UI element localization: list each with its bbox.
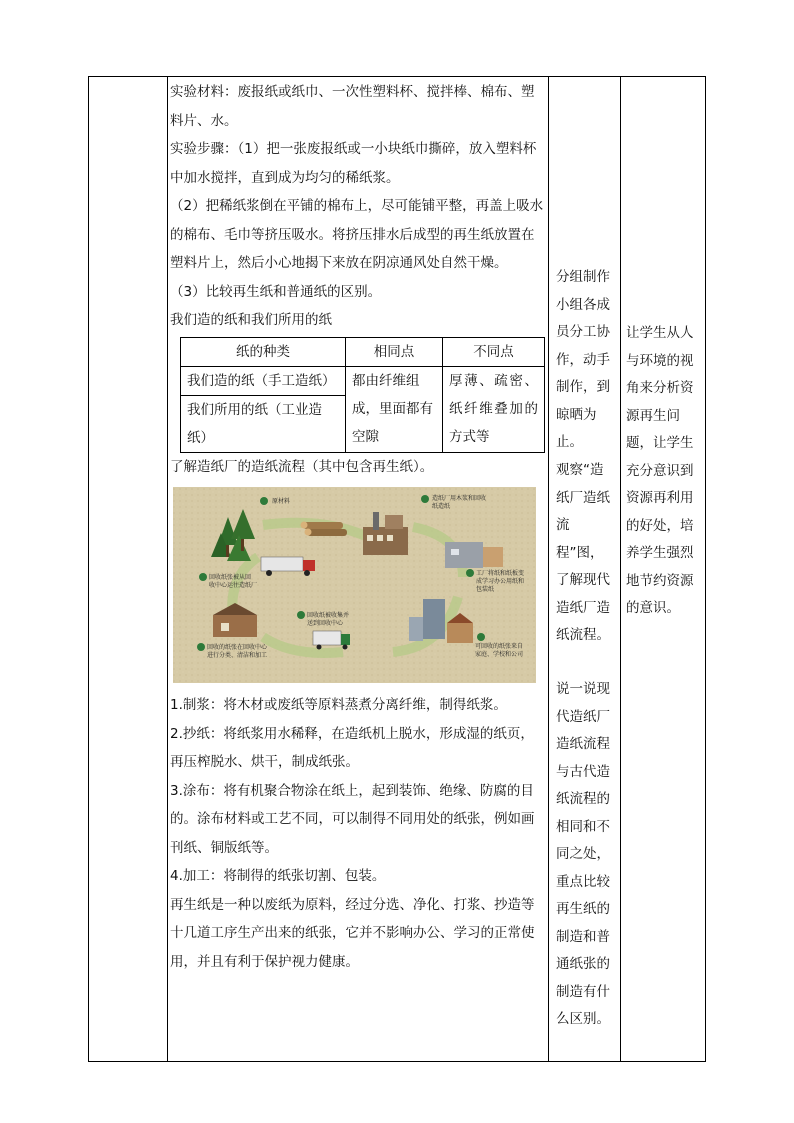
figure-label-3c: 包装纸 [476,586,495,593]
step-coating: 3.涂布：将有机聚合物涂在纸上，起到装饰、绝缘、防腐的目的。涂布材料或工艺不同，可以制得不同用处的纸张，例如画刊纸、铜版纸等。 [170,782,535,856]
table-header-diff: 不同点 [443,337,545,366]
table-row1-label: 我们造的纸（手工造纸） [181,366,346,395]
materials-text: 实验材料：废报纸或纸巾、一次性塑料杯、搅拌棒、棉布、塑料片、水。 [170,84,535,129]
figure-label-5b: 送到回收中心 [307,620,344,627]
figure-label-6b: 进行分类、清洁和加工 [207,652,268,659]
teaching-content-column [170,78,546,976]
figure-label-2a: 造纸厂用木浆和回收 [432,495,487,502]
activity3-text: 说一说现代造纸厂造纸流程与古代造纸流程的相同和不同之处，重点比较再生纸的制造和普通纸张的制造有什么区别。 [556,681,610,1027]
column-divider [620,76,621,1062]
comparison-table [180,337,545,453]
figure-label-5a: 回收纸被收集并 [307,612,350,619]
student-activity-1 [556,264,616,457]
figure-label-6a: 回收的纸张在回收中心 [207,644,268,651]
step1-text: 实验步骤：（1）把一张废报纸或一小块纸巾撕碎，放入塑料杯中加水搅拌，直到成为均匀的稀纸浆。 [170,141,537,186]
step2-text: （2）把稀纸浆倒在平铺的棉布上，尽可能铺平整，再盖上吸水的棉布、毛巾等挤压吸水。将挤压排水后成型的再生纸放置在塑料片上，然后小心地揭下来放在阴凉通风处自然干燥。 [170,198,544,271]
activity2-text: 观察“造纸厂造纸流程”图，了解现代造纸厂造纸流程。 [556,462,610,643]
figure-label-1: 原材料 [272,498,291,505]
step-forming: 2.抄纸：将纸浆用水稀释，在造纸机上脱水，形成湿的纸页，再压榨脱水、烘干，制成纸张。 [170,725,534,770]
student-activity-3 [556,676,616,1034]
column-divider [548,76,549,1062]
student-activity-2 [556,457,616,650]
recycled-paper-text: 再生纸是一种以废纸为原料，经过分选、净化、打浆、抄造等十几道工序生产出来的纸张，它并不影响办公、学习的正常使用，并且有利于保护视力健康。 [170,896,535,970]
step3-text: （3）比较再生纸和普通纸的区别。 [170,283,382,300]
figure-label-2b: 纸造纸 [432,503,451,510]
table-diff-cell: 厚薄、疏密、纸纤维叠加的方式等 [443,366,545,452]
figure-label-4b: 家庭、学校和公司 [475,651,524,658]
design-intent-column [626,320,704,623]
design-intent-text: 让学生从人与环境的视角来分析资源再生问题，让学生充分意识到资源再利用的好处，培养学生强烈地节约资源的意识。 [626,325,694,616]
table-caption: 我们造的纸和我们所用的纸 [170,312,332,328]
figure-label-7b: 收中心运往造纸厂 [209,582,258,589]
table-row2-label: 我们所用的纸（工业造纸） [181,395,346,452]
papermaking-process-figure [173,487,536,683]
logs-illustration [301,522,348,537]
table-header-type: 纸的种类 [181,337,346,366]
figure-label-3a: 工厂将纸和纸板变 [476,570,525,577]
figure-label-7a: 回收纸张被从回 [209,574,252,581]
activity1-text: 分组制作小组各成员分工协作，动手制作，到晾晒为止。 [556,269,610,450]
process-diagram [173,487,536,683]
table-header-same: 相同点 [346,337,443,366]
process-intro: 了解造纸厂的造纸流程（其中包含再生纸）。 [170,458,434,475]
column-divider [167,76,168,1062]
step-pulping: 1.制浆：将木材或废纸等原料蒸煮分离纤维，制得纸浆。 [170,697,507,713]
figure-label-3b: 成学习办公用纸和 [476,578,525,585]
figure-label-4a: 可回收的纸张来自 [475,643,524,650]
step-finishing: 4.加工：将制得的纸张切割、包装。 [170,868,386,884]
table-same-cell: 都由纤维组成，里面都有空隙 [346,366,443,452]
